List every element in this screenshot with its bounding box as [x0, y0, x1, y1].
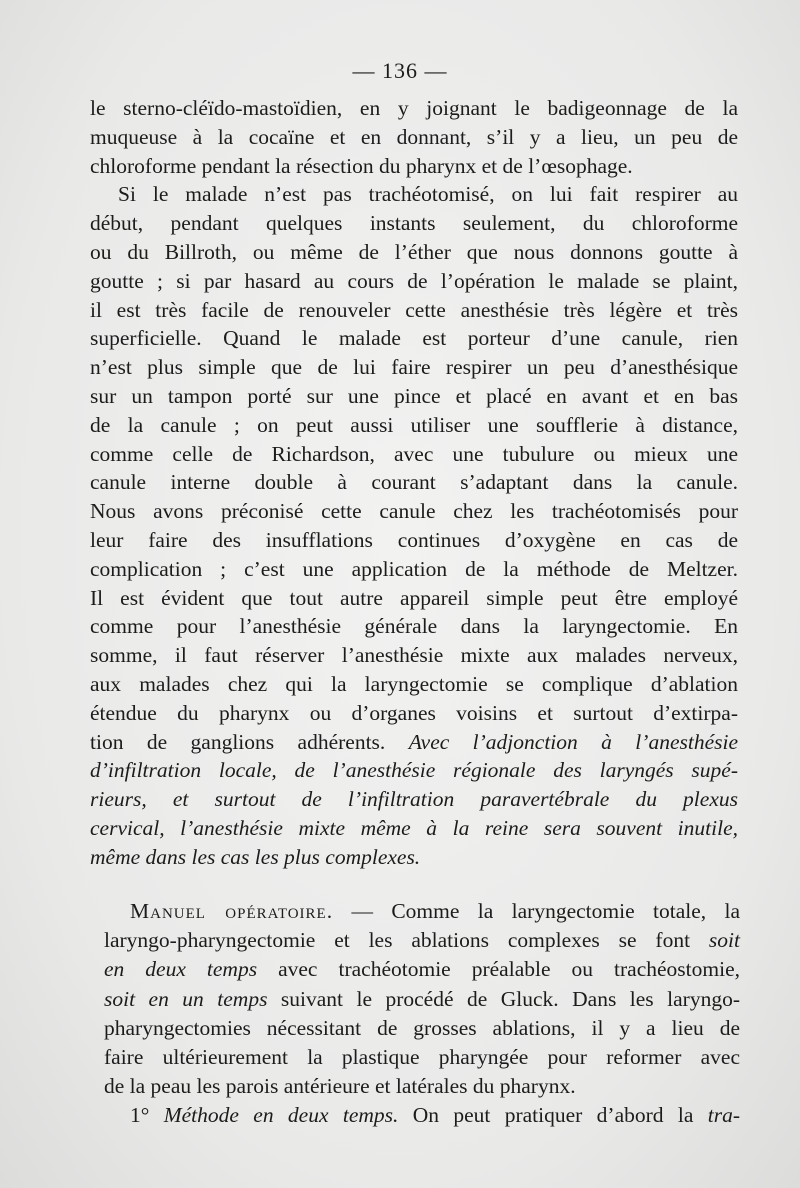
text-italic: en deux temps — [104, 957, 258, 982]
text-line: goutte ; si par hasard au cours de l’opération le malade se plaint, — [90, 268, 738, 293]
text-italic: soit — [690, 928, 740, 953]
text-roman: — Comme la laryngectomie totale, la — [333, 899, 741, 923]
paragraph-2 — [90, 180, 738, 871]
section-heading: Manuel opératoire. — [130, 899, 334, 923]
text-line — [104, 897, 740, 926]
section-paragraph — [104, 897, 740, 1101]
text-line: superficielle. Quand le malade est porteur d’une canule, rien — [90, 326, 738, 351]
text-line: début, pendant quelques instants seulement, du chloroforme — [90, 211, 738, 236]
method-title: Méthode en deux temps. — [149, 1103, 399, 1128]
text-line: Si le malade n’est pas trachéotomisé, on lui fait respirer au — [118, 182, 738, 207]
text-line: ou du Billroth, ou même de l’éther que nous donnons goutte à — [90, 239, 738, 264]
text-line: aux malades chez qui la laryngectomie se complique d’ablation — [90, 671, 738, 696]
text-line: Il est évident que tout autre appareil simple peut être employé — [90, 585, 738, 610]
text-line — [104, 926, 740, 955]
text-line: canule interne double à courant s’adaptant dans la canule. — [90, 470, 738, 495]
text-line: n’est plus simple que de lui faire respirer un peu d’anesthésique — [90, 355, 738, 380]
text-line: comme pour l’anesthésie générale dans la laryngectomie. En — [90, 614, 738, 639]
text-line: comme celle de Richardson, avec une tubulure ou mieux une — [90, 441, 738, 466]
text-line: pharyngectomies nécessitant de grosses ablations, il y a lieu de — [104, 1015, 740, 1040]
text-line: leur faire des insufflations continues d’oxygène en cas de — [90, 527, 738, 552]
text-line: chloroforme pendant la résection du pharynx et de l’œsophage. — [90, 153, 633, 178]
text-roman: avec trachéotomie préalable ou trachéostomie, — [257, 957, 740, 982]
text-italic: soit en un temps — [104, 986, 268, 1011]
text-roman: laryngo-pharyngectomie et les ablations complexes se font — [104, 928, 691, 953]
text-block-procedure — [104, 897, 740, 1131]
text-line: somme, il faut réserver l’anesthésie mixte aux malades nerveux, — [90, 643, 738, 668]
text-line-italic: cervical, l’anesthésie mixte même à la reine sera souvent inutile, — [90, 815, 738, 840]
text-line: faire ultérieurement la plastique pharyngée pour reformer avec — [104, 1045, 740, 1070]
text-line-italic: rieurs, et surtout de l’infiltration paravertébrale du plexus — [90, 787, 738, 812]
text-line: étendue du pharynx ou d’organes voisins et surtout d’extirpa- — [90, 700, 738, 725]
page-number: — 136 — — [352, 58, 448, 83]
text-roman: tion de ganglions adhérents. — [90, 729, 386, 754]
method-number: 1° — [130, 1103, 150, 1128]
text-line: de la canule ; on peut aussi utiliser une soufflerie à distance, — [90, 412, 738, 437]
text-roman: suivant le procédé de Gluck. Dans les laryngo- — [267, 986, 740, 1011]
text-line — [104, 1101, 740, 1130]
text-italic: Avec l’adjonction à l’anesthésie — [408, 729, 739, 754]
text-italic: tra- — [693, 1103, 741, 1128]
text-line: de la peau les parois antérieure et latérales du pharynx. — [104, 1074, 576, 1099]
text-line: Nous avons préconisé cette canule chez les trachéotomisés pour — [90, 499, 738, 524]
text-line — [104, 985, 740, 1014]
text-line: il est très facile de renouveler cette anesthésie très légère et très — [90, 297, 738, 322]
text-line: le sterno-cléïdo-mastoïdien, en y joignant le badigeonnage de la — [90, 96, 738, 120]
text-line-mixed — [90, 728, 738, 757]
text-line — [104, 955, 740, 984]
text-block-anesthesia — [90, 94, 738, 872]
text-line-italic: d’infiltration locale, de l’anesthésie régionale des laryngés supé- — [90, 758, 738, 783]
text-line: sur un tampon porté sur une pince et placé en avant et en bas — [90, 383, 738, 408]
text-line: muqueuse à la cocaïne et en donnant, s’il y a lieu, un peu de — [90, 124, 738, 149]
text-line: complication ; c’est une application de la méthode de Meltzer. — [90, 556, 738, 581]
text-roman: On peut pratiquer d’abord la — [398, 1103, 694, 1128]
paragraph-1 — [90, 94, 738, 180]
method-paragraph — [104, 1101, 740, 1130]
text-line-italic: même dans les cas les plus complexes. — [90, 844, 421, 869]
